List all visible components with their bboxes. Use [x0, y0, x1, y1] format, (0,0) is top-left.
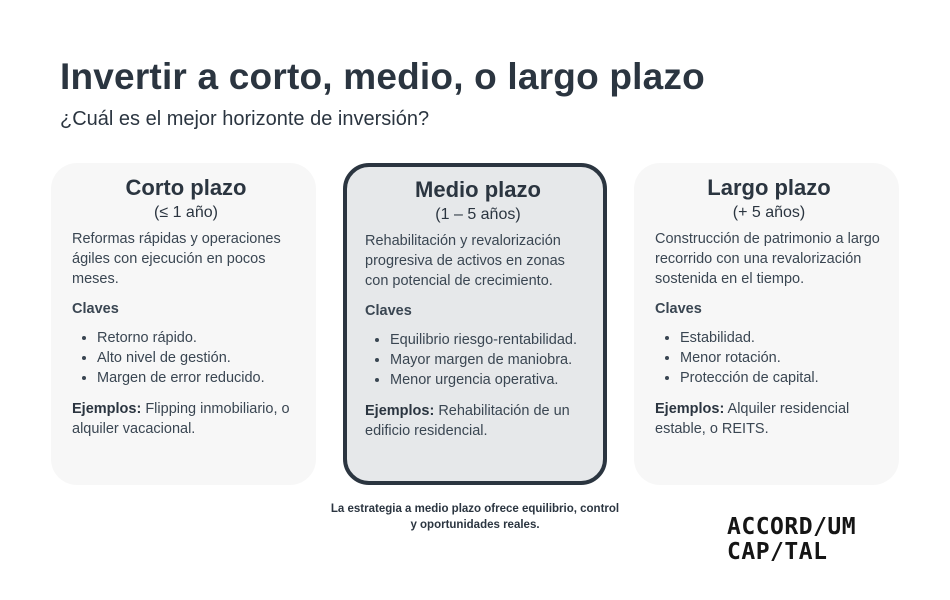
keys-list [72, 328, 300, 388]
keys-heading: Claves [365, 303, 412, 319]
key-item: • Protección de capital. [680, 368, 883, 388]
key-item: • Menor rotación. [680, 348, 883, 368]
page-subtitle: ¿Cuál es el mejor horizonte de inversión? [60, 108, 430, 130]
key-item: • Menor urgencia operativa. [390, 370, 591, 390]
examples-label: Ejemplos: [365, 403, 435, 419]
keys-heading: Claves [655, 301, 702, 317]
card-range: (+ 5 años) [732, 204, 806, 221]
examples-label: Ejemplos: [72, 401, 142, 417]
keys-list [655, 328, 883, 388]
examples-label: Ejemplos: [655, 401, 725, 417]
long-term-card [634, 163, 899, 485]
examples [655, 399, 883, 439]
examples [365, 401, 591, 441]
card-range: (≤ 1 año) [154, 204, 218, 221]
short-term-card [51, 163, 316, 485]
keys-heading: Claves [72, 301, 119, 317]
keys-list [365, 330, 591, 390]
key-item: • Mayor margen de maniobra. [390, 350, 591, 370]
card-title: Corto plazo [125, 175, 247, 200]
key-item: • Margen de error reducido. [97, 368, 300, 388]
card-description: Reformas rápidas y operaciones ágiles con ejecución en pocos meses. [72, 231, 281, 287]
card-title: Largo plazo [707, 175, 831, 200]
key-item: • Equilibrio riesgo-rentabilidad. [390, 330, 591, 350]
key-item: • Alto nivel de gestión. [97, 348, 300, 368]
footnote: La estrategia a medio plazo ofrece equilibrio, control y oportunidades reales. [330, 503, 620, 531]
accordium-capital-logo [727, 515, 856, 565]
page-title: Invertir a corto, medio, o largo plazo [60, 56, 705, 97]
examples-text: Rehabilitación de un edificio residencial. [365, 403, 570, 439]
examples-text: Flipping inmobiliario, o alquiler vacacional. [72, 401, 290, 437]
examples-text: Alquiler residencial estable, o REITS. [655, 401, 850, 437]
logo-line-1: ACCORD/UM [727, 514, 857, 540]
card-description: Rehabilitación y revalorización progresiva de activos en zonas con potencial de crecimiento. [365, 233, 565, 289]
card-title: Medio plazo [415, 177, 541, 202]
card-description: Construcción de patrimonio a largo recorrido con una revalorización sostenida en el tiempo. [655, 231, 880, 287]
examples [72, 399, 300, 439]
logo-line-2: CAP/TAL [727, 539, 828, 565]
key-item: • Retorno rápido. [97, 328, 300, 348]
medium-term-card [343, 163, 607, 485]
card-range: (1 – 5 años) [435, 206, 521, 223]
key-item: • Estabilidad. [680, 328, 883, 348]
